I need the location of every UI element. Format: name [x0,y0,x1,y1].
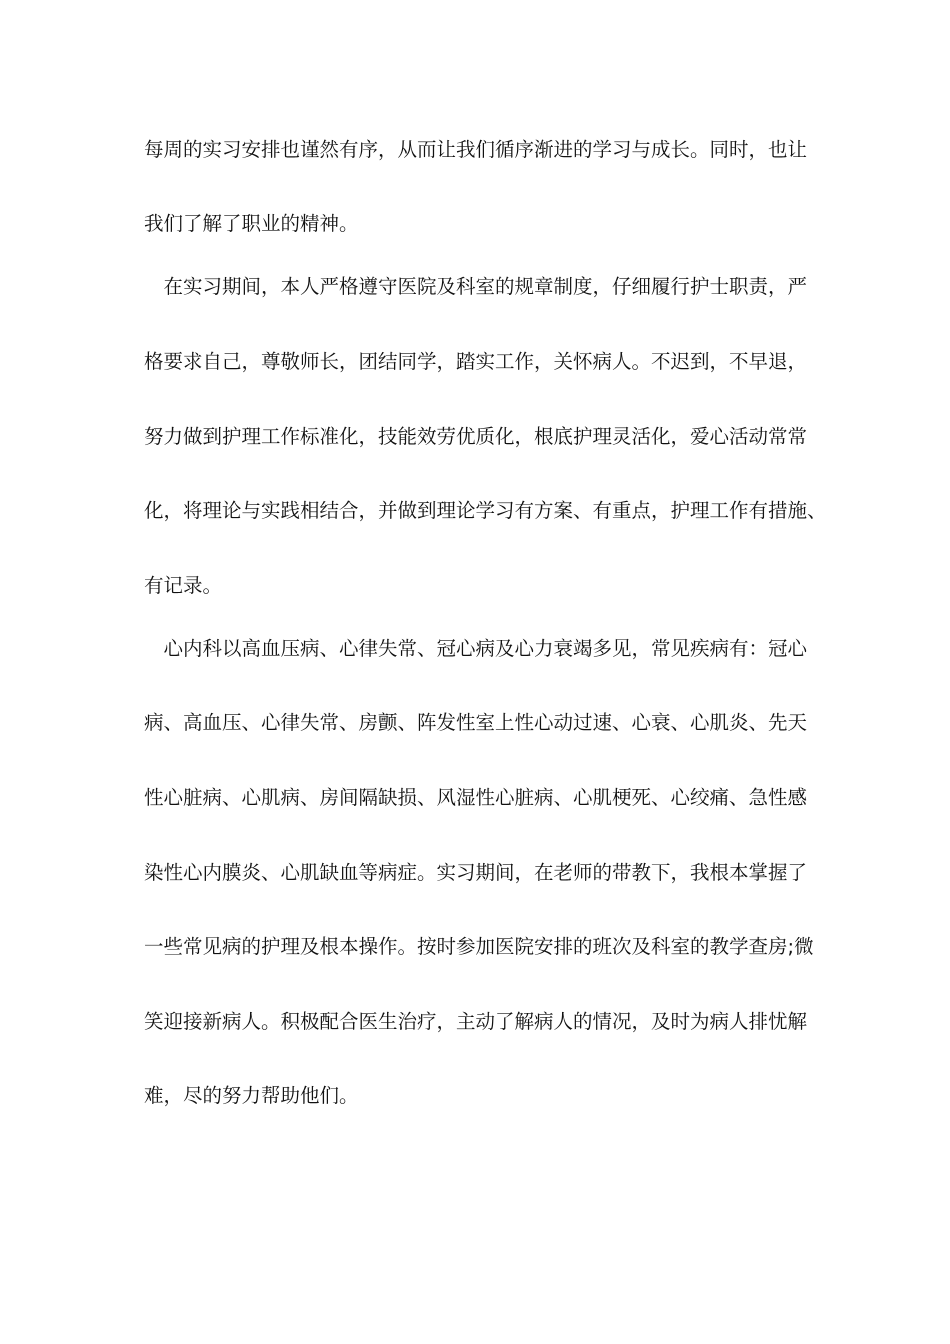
text-line: 化，将理论与实践相结合，并做到理论学习有方案、有重点，护理工作有措施、 [144,499,827,522]
text-line: 有记录。 [144,574,223,597]
text-line: 一些常见病的护理及根本操作。按时参加医院安排的班次及科室的教学查房;微 [144,935,814,958]
text-line: 病、高血压、心律失常、房颤、阵发性室上性心动过速、心衰、心肌炎、先天 [144,711,808,734]
text-line: 心内科以高血压病、心律失常、冠心病及心力衰竭多见，常见疾病有：冠心 [144,637,808,660]
text-line: 难，尽的努力帮助他们。 [144,1084,359,1107]
text-line: 格要求自己，尊敬师长，团结同学，踏实工作，关怀病人。不迟到，不早退， [144,350,808,373]
text-line: 在实习期间，本人严格遵守医院及科室的规章制度，仔细履行护士职责，严 [144,275,808,298]
text-line: 努力做到护理工作标准化，技能效劳优质化，根底护理灵活化，爱心活动常常 [144,425,808,448]
text-line: 我们了解了职业的精神。 [144,212,359,235]
text-line: 性心脏病、心肌病、房间隔缺损、风湿性心脏病、心肌梗死、心绞痛、急性感 [144,786,808,809]
text-line: 每周的实习安排也谨然有序，从而让我们循序渐进的学习与成长。同时，也让 [144,138,808,161]
text-line: 染性心内膜炎、心肌缺血等病症。实习期间，在老师的带教下，我根本掌握了 [144,861,808,884]
text-line: 笑迎接新病人。积极配合医生治疗，主动了解病人的情况，及时为病人排忧解 [144,1010,808,1033]
